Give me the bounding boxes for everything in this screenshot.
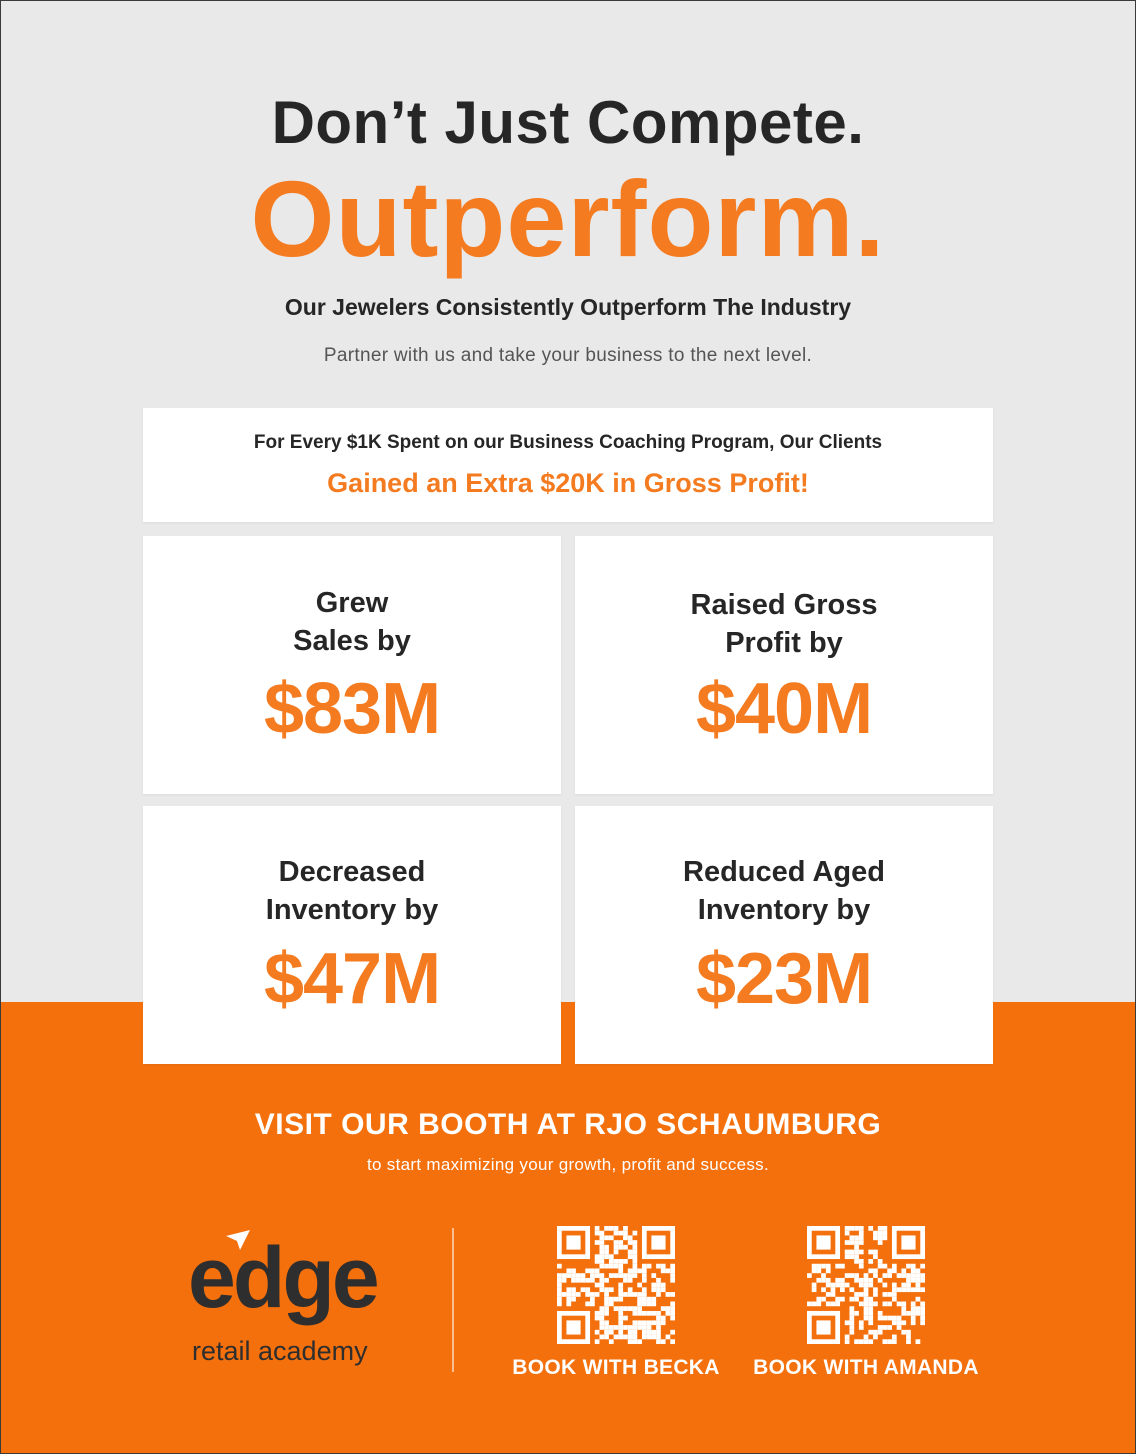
promo-line1: For Every $1K Spent on our Business Coaching Program, Our Clients [253,432,883,453]
booth-title: VISIT OUR BOOTH AT RJO SCHAUMBURG [254,1108,882,1141]
promo-card [143,408,993,522]
headline: Don’t Just Compete. [271,89,865,156]
stat-label: Raised Gross Profit by [690,589,878,659]
stat-value: $40M [695,669,873,749]
stat-label: Grew Sales by [293,587,411,657]
stat-value: $23M [695,939,873,1019]
logo-subtitle: retail academy [192,1336,368,1366]
stat-card-sales [143,536,561,794]
logo-wordmark: edge [188,1230,377,1326]
booth-subtitle: to start maximizing your growth, profit and success. [366,1155,770,1174]
stat-card-inventory [143,806,561,1064]
footer-divider [452,1228,454,1372]
stat-card-aged-inventory [575,806,993,1064]
stat-card-gross-profit [575,536,993,794]
edge-logo [188,1228,408,1378]
subheadline: Our Jewelers Consistently Outperform The Industry [284,294,852,320]
stat-label: Decreased Inventory by [265,856,439,926]
headline-accent: Outperform. [250,158,886,279]
stat-label: Reduced Aged Inventory by [683,856,885,926]
qr-code-icon[interactable] [807,1226,925,1344]
tagline: Partner with us and take your business to the next level. [323,345,813,366]
qr-block-amanda[interactable] [736,1226,996,1380]
qr-label-becka[interactable]: BOOK WITH BECKA [512,1356,720,1379]
qr-label-amanda[interactable]: BOOK WITH AMANDA [753,1356,979,1379]
qr-block-becka[interactable] [486,1226,746,1380]
promo-line2: Gained an Extra $20K in Gross Profit! [327,468,809,498]
stat-value: $47M [263,939,441,1019]
stat-value: $83M [263,669,441,749]
qr-code-icon[interactable] [557,1226,675,1344]
